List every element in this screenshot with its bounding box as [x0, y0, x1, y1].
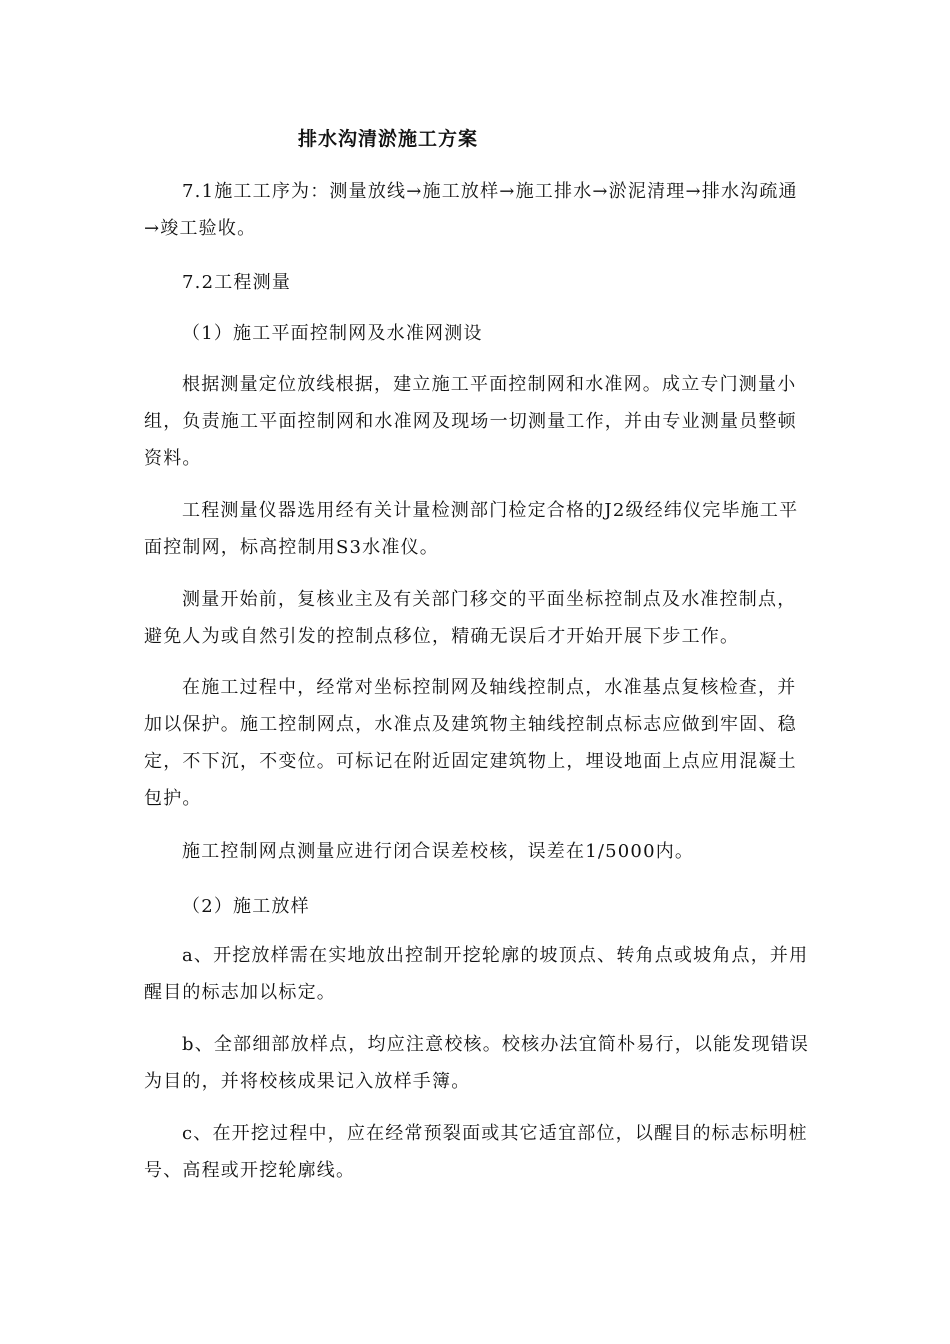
heading-layout: （2）施工放样	[182, 896, 310, 917]
document-title: 排水沟清淤施工方案	[298, 128, 479, 150]
paragraph-item-b: b、全部细部放样点，均应注意校核。校核办法宜简朴易行，以能发现错误为目的，并将校核成果记入放样手簿。	[144, 1034, 810, 1092]
paragraph-before-survey: 测量开始前，复核业主及有关部门移交的平面坐标控制点及水准控制点，避免人为或自然引发的控制点移位，精确无误后才开始开展下步工作。	[144, 589, 797, 647]
paragraph-item-c: c、在开挖过程中，应在经常预裂面或其它适宜部位，以醒目的标志标明桩号、高程或开挖轮廓线。	[144, 1123, 808, 1181]
heading-7-2: 7.2工程测量	[182, 272, 292, 293]
paragraph-instruments: 工程测量仪器选用经有关计量检测部门检定合格的J2级经纬仪完毕施工平面控制网，标高控制用S3水准仪。	[144, 500, 799, 558]
paragraph-item-a: a、开挖放样需在实地放出控制开挖轮廓的坡顶点、转角点或坡角点，并用醒目的标志加以标定。	[144, 945, 809, 1003]
paragraph-survey-basis: 根据测量定位放线根据，建立施工平面控制网和水准网。成立专门测量小组，负责施工平面控制网和水准网及现场一切测量工作，并由专业测量员整顿资料。	[144, 374, 797, 469]
paragraph-closure-error: 施工控制网点测量应进行闭合误差校核，误差在1/5000内。	[182, 841, 695, 862]
paragraph-7-1: 7.1施工工序为：测量放线→施工放样→施工排水→淤泥清理→排水沟疏通→竣工验收。	[144, 181, 798, 239]
paragraph-during-construction: 在施工过程中，经常对坐标控制网及轴线控制点，水准基点复核检查，并加以保护。施工控制网点，水准点及建筑物主轴线控制点标志应做到牢固、稳定，不下沉，不变位。可标记在附近固定建筑物上，埋设地面上点应用混凝土包护。	[144, 677, 797, 809]
heading-control-network: （1）施工平面控制网及水准网测设	[182, 323, 483, 344]
